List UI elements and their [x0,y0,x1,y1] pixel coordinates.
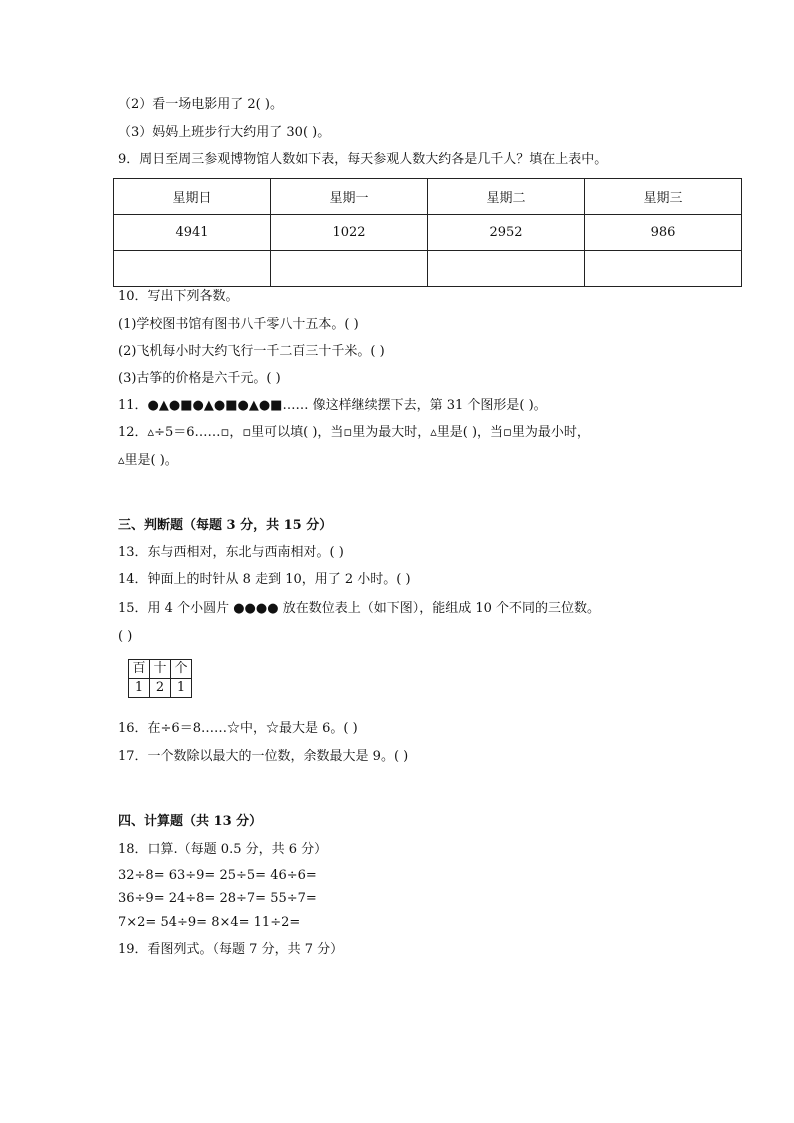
question-10: 10．写出下列各数。 [118,289,239,304]
question-10-2: (2)飞机每小时大约飞行一千二百三十千米。( ) [118,344,385,359]
question-8-3: （3）妈妈上班步行大约用了 30( )。 [118,125,331,140]
place-value-chart [128,659,192,698]
place-tens-digit: 2 [150,679,171,698]
table-cell: 986 [585,215,742,251]
mental-math-row-2: 36÷9= 24÷8= 28÷7= 55÷7= [118,891,317,906]
question-12: 12．▵÷5＝6……▫，▫里可以填( )，当▫里为最大时，▵里是( )，当▫里为最小时， [118,425,590,440]
question-16: 16．在÷6＝8……☆中，☆最大是 6。( ) [118,721,358,736]
place-tens-label: 十 [150,660,171,679]
table-header-cell: 星期二 [428,179,585,215]
answer-cell[interactable] [585,251,742,287]
table-header-cell: 星期三 [585,179,742,215]
answer-row [114,251,742,287]
question-9: 9．周日至周三参观博物馆人数如下表，每天参观人数大约各是几千人？填在上表中。 [118,152,608,167]
question-13: 13．东与西相对，东北与西南相对。( ) [118,545,344,560]
table-header-cell: 星期日 [114,179,271,215]
question-17: 17．一个数除以最大的一位数，余数最大是 9。( ) [118,749,409,764]
place-hundreds-digit: 1 [129,679,150,698]
mental-math-row-3: 7×2= 54÷9= 8×4= 11÷2= [118,915,301,930]
question-12-continued: ▵里是( )。 [118,453,178,468]
table-header-row [114,179,742,215]
section-3-heading: 三、判断题（每题 3 分，共 15 分） [118,518,333,533]
question-15-answer: ( ) [118,629,133,644]
question-10-3: (3)古筝的价格是六千元。( ) [118,371,281,386]
question-18: 18．口算.（每题 0.5 分，共 6 分） [118,842,328,857]
table-row [114,215,742,251]
answer-cell[interactable] [271,251,428,287]
question-10-1: (1)学校图书馆有图书八千零八十五本。( ) [118,317,359,332]
table-cell: 1022 [271,215,428,251]
table-cell: 4941 [114,215,271,251]
answer-cell[interactable] [428,251,585,287]
question-15: 15．用 4 个小圆片 ●●●● 放在数位表上（如下图），能组成 10 个不同的三位数。 [118,601,601,616]
question-11: 11．●▲●■●▲●■●▲●■…… 像这样继续摆下去，第 31 个图形是( )。 [118,398,547,413]
place-hundreds-label: 百 [129,660,150,679]
place-ones-label: 个 [171,660,192,679]
museum-visitors-table [113,178,742,287]
question-19: 19．看图列式。（每题 7 分，共 7 分） [118,942,344,957]
question-14: 14．钟面上的时针从 8 走到 10，用了 2 小时。( ) [118,572,411,587]
table-cell: 2952 [428,215,585,251]
question-8-2: （2）看一场电影用了 2( )。 [118,97,283,112]
table-header-cell: 星期一 [271,179,428,215]
place-ones-digit: 1 [171,679,192,698]
section-4-heading: 四、计算题（共 13 分） [118,814,263,829]
mental-math-row-1: 32÷8= 63÷9= 25÷5= 46÷6= [118,868,317,883]
answer-cell[interactable] [114,251,271,287]
